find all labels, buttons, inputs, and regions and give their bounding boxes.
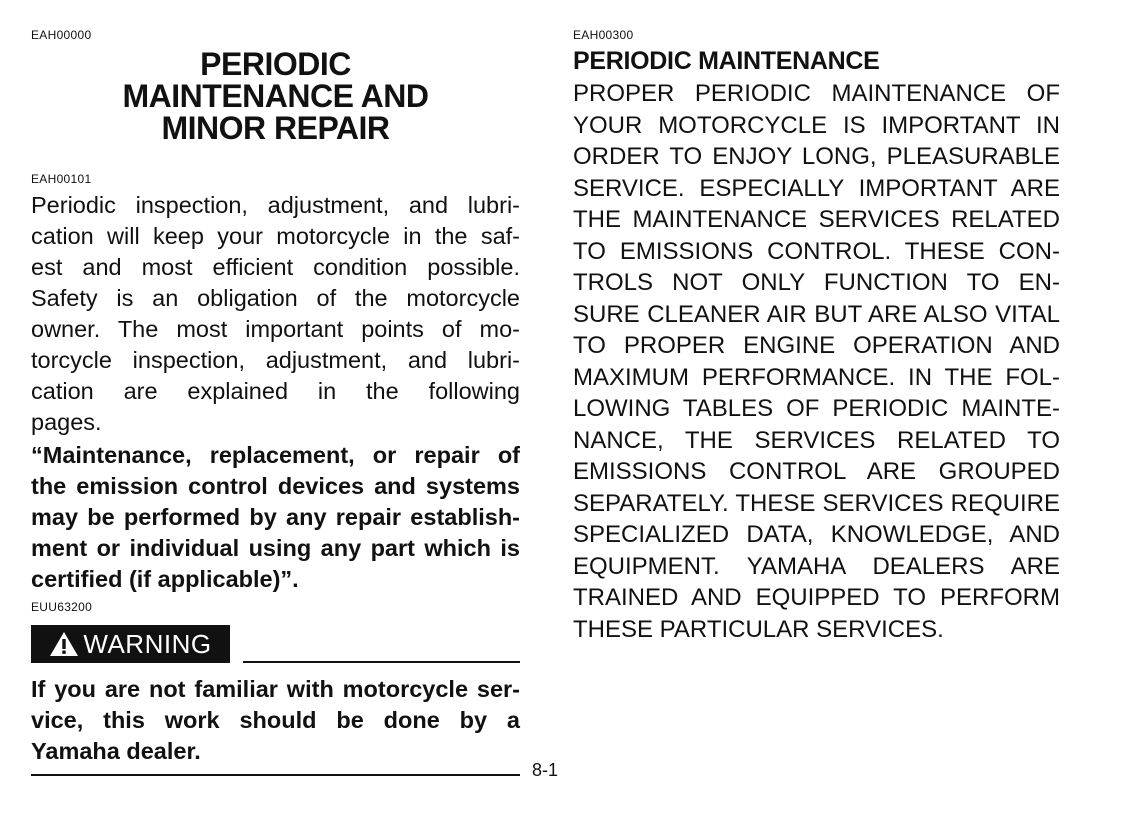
text-line: TRAINED AND EQUIPPED TO PERFORM: [573, 584, 1060, 611]
warning-label: WARNING: [83, 628, 212, 659]
text-line: torcycle inspection, adjustment, and lubri-: [31, 347, 520, 373]
text-line: may be performed by any repair establish-: [31, 504, 520, 530]
warning-triangle-icon: [49, 631, 79, 657]
text-line: EQUIPMENT. YAMAHA DEALERS ARE: [573, 552, 1060, 580]
text-line: THESE PARTICULAR SERVICES.: [573, 615, 944, 643]
section-code: EAH00000: [31, 28, 92, 42]
text-line: TO PROPER ENGINE OPERATION AND: [573, 332, 1060, 359]
section-title: PERIODIC MAINTENANCE: [573, 47, 880, 75]
text-line: Periodic inspection, adjustment, and lubri-: [31, 192, 520, 218]
text-line: vice, this work should be done by a: [31, 707, 520, 733]
section-code: EUU63200: [31, 600, 93, 614]
title-line: PERIODIC: [200, 46, 351, 82]
warning-header: [31, 625, 520, 665]
text-line: certified (if applicable)”.: [31, 566, 299, 592]
warning-divider: [243, 661, 520, 663]
text-line: TROLS NOT ONLY FUNCTION TO EN-: [573, 269, 1060, 296]
text-line: Safety is an obligation of the motorcycle: [31, 285, 520, 311]
page-number: 8-1: [532, 760, 559, 780]
section-code: EAH00101: [31, 172, 92, 186]
text-line: “Maintenance, replacement, or repair of: [31, 442, 520, 468]
text-line: TO EMISSIONS CONTROL. THESE CON-: [573, 237, 1060, 265]
text-line: EMISSIONS CONTROL ARE GROUPED: [573, 458, 1060, 485]
title-line: MAINTENANCE AND: [122, 78, 429, 114]
text-line: LOWING TABLES OF PERIODIC MAINTE-: [573, 395, 1060, 422]
text-line: SEPARATELY. THESE SERVICES REQUIRE: [573, 489, 1060, 517]
intro-paragraph: [31, 190, 520, 438]
text-line: owner. The most important points of mo-: [31, 316, 520, 342]
text-line: ORDER TO ENJOY LONG, PLEASURABLE: [573, 143, 1060, 170]
text-line: SPECIALIZED DATA, KNOWLEDGE, AND: [573, 521, 1060, 548]
emission-notice: [31, 440, 520, 595]
text-line: the emission control devices and systems: [31, 473, 520, 499]
text-line: If you are not familiar with motorcycle ser-: [31, 676, 520, 702]
page-title: [31, 48, 520, 144]
text-line: SURE CLEANER AIR BUT ARE ALSO VITAL: [573, 300, 1060, 328]
text-line: THE MAINTENANCE SERVICES RELATED: [573, 206, 1060, 233]
text-line: est and most efficient condition possible.: [31, 254, 520, 280]
text-line: cation are explained in the following: [31, 378, 520, 404]
text-line: PROPER PERIODIC MAINTENANCE OF: [573, 80, 1060, 107]
text-line: Yamaha dealer.: [31, 738, 201, 764]
section-code: EAH00300: [573, 28, 634, 42]
text-line: MAXIMUM PERFORMANCE. IN THE FOL-: [573, 363, 1060, 391]
title-line: MINOR REPAIR: [161, 110, 390, 146]
text-line: cation will keep your motorcycle in the saf-: [31, 223, 520, 249]
text-line: YOUR MOTORCYCLE IS IMPORTANT IN: [573, 111, 1060, 139]
text-line: pages.: [31, 409, 102, 435]
text-line: NANCE, THE SERVICES RELATED TO: [573, 426, 1060, 454]
text-line: SERVICE. ESPECIALLY IMPORTANT ARE: [573, 174, 1060, 202]
warning-text: [31, 674, 520, 767]
text-line: ment or individual using any part which is: [31, 535, 520, 561]
footer-divider: [31, 774, 520, 776]
warning-badge: [31, 625, 230, 663]
maintenance-paragraph: [573, 78, 1060, 645]
